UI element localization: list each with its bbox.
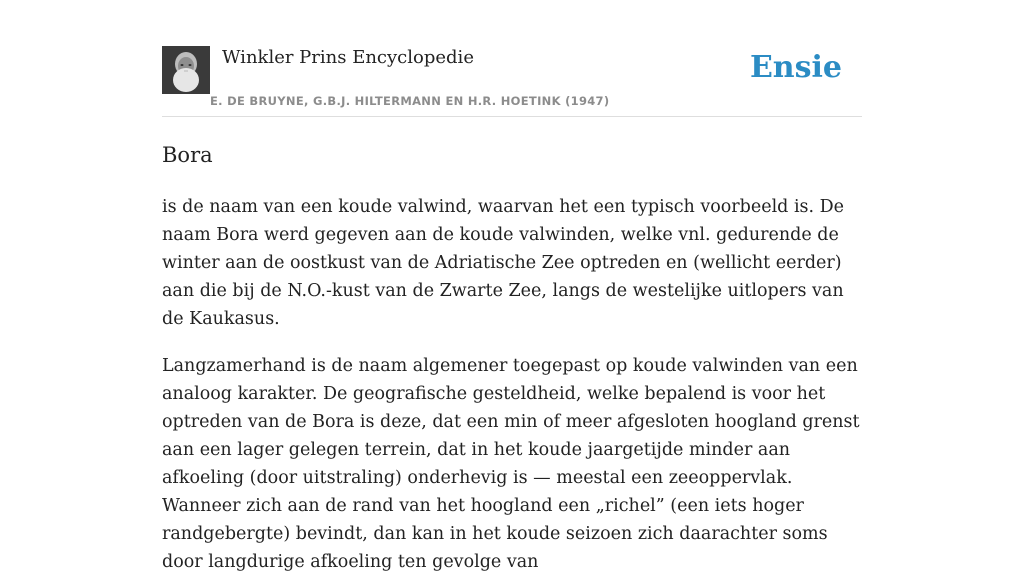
author-portrait-icon[interactable] <box>162 46 210 94</box>
publication-title-link[interactable]: Winkler Prins Encyclopedie <box>222 47 474 68</box>
article-paragraph: is de naam van een koude valwind, waarvan het een typisch voorbeeld is. De naam Bora werd gegeven aan de koude valwinden, welke vnl. gedurende de winter aan de oostkust van de Adriatische Zee optreden en (wellicht eerder) aan die bij de N.O.-kust van de Zwarte Zee, langs de westelijke uitlopers van de Kaukasus. <box>162 197 845 329</box>
article <box>162 140 862 576</box>
ensie-logo-link[interactable]: Ensie <box>749 50 842 85</box>
site-header <box>162 46 862 117</box>
authors-byline: E. DE BRUYNE, G.B.J. HILTERMANN EN H.R. HOETINK (1947) <box>210 94 610 108</box>
article-paragraph: Langzamerhand is de naam algemener toegepast op koude valwinden van een analoog karakter. De geografische gesteldheid, welke bepalend is voor het optreden van de Bora is deze, dat een min of meer afgesloten hoogland grenst aan een lager gelegen terrein, dat in het koude jaargetijde minder aan afkoeling (door uitstraling) onderhevig is — meestal een zeeoppervlak. Wanneer zich aan de rand van het hoogland een „richel” (een iets hoger randgebergte) bevindt, dan kan in het koude seizoen zich daarachter soms door langdurige afkoeling ten gevolge van <box>162 356 860 572</box>
article-title: Bora <box>162 143 213 167</box>
